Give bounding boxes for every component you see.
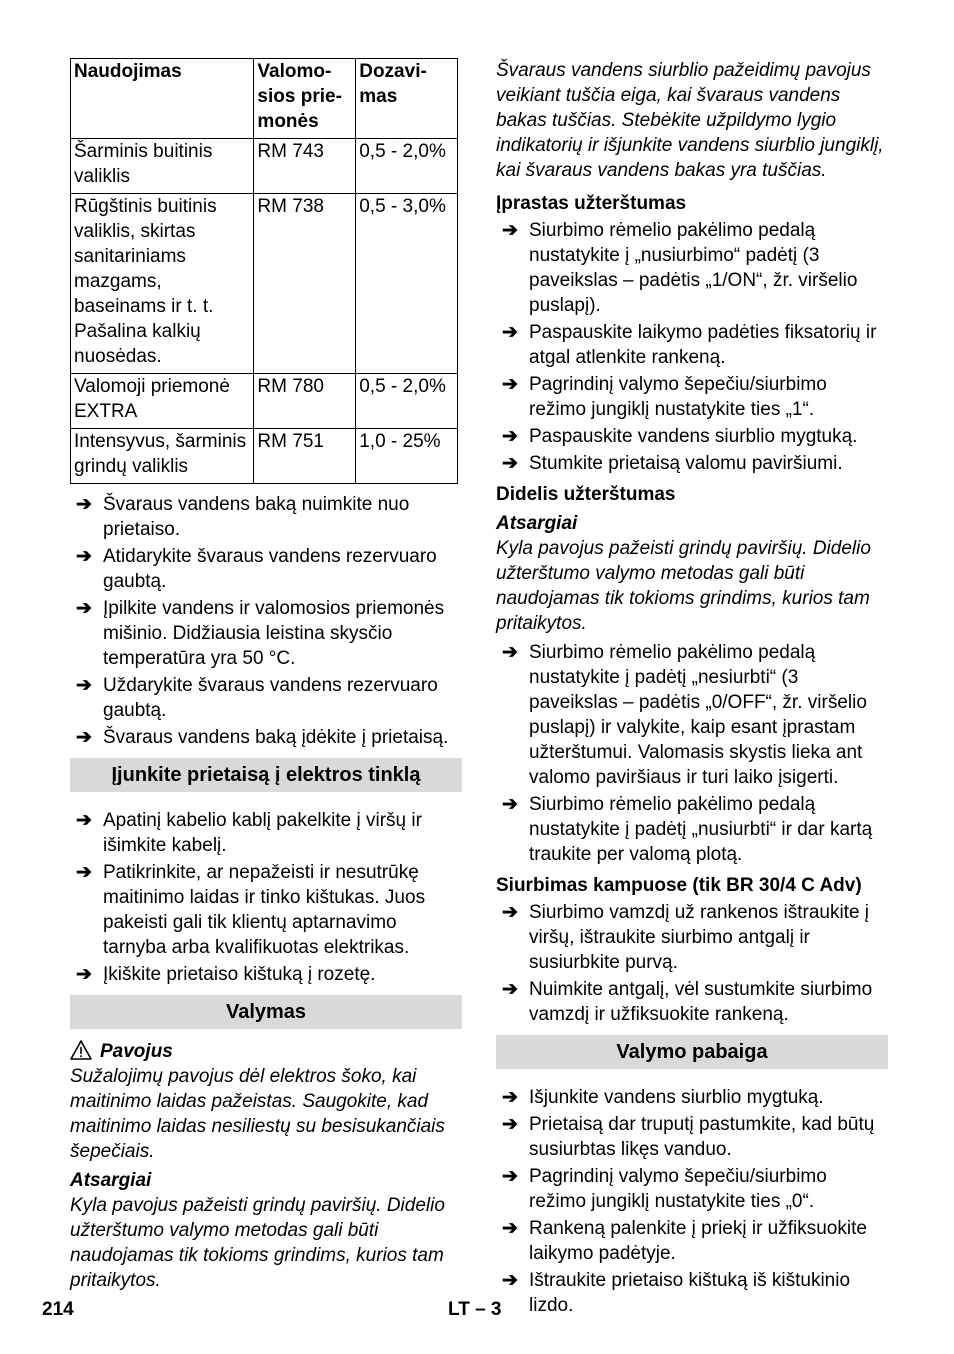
arrow-right-icon: ➔ [76, 727, 92, 748]
list-item [70, 808, 462, 858]
table-header-cell: Naudojimas [71, 59, 254, 139]
list-item [496, 451, 888, 476]
step-text: Uždarykite švaraus vandens rezervuaro gaubtą. [103, 675, 438, 721]
danger-text: Sužalojimų pavojus dėl elektros šoko, kai maitinimo laidas pažeistas. Saugokite, kad maitinimo laidas nesiliestų su besisukančiais šepečiais. [70, 1066, 445, 1162]
step-text: Įpilkite vandens ir valomosios priemonės mišinio. Didžiausia leistina skysčio temperatūra yra 50 °C. [103, 598, 445, 669]
step-list [496, 640, 888, 867]
table-cell: 0,5 - 2,0% [356, 374, 458, 429]
section-heading-end: Valymo pabaiga [496, 1035, 888, 1069]
step-list [496, 900, 888, 1027]
table-cell: 0,5 - 3,0% [356, 194, 458, 374]
table-header-cell: Dozavi- mas [356, 59, 458, 139]
list-item [70, 962, 462, 987]
step-text: Patikrinkite, ar nepažeisti ir nesutrūkę maitinimo laidas ir tinko kištukas. Juos pakeisti gali tik klientų aptarnavimo tarnyba arba kvalifikuotas elektrikas. [103, 862, 426, 958]
arrow-right-icon: ➔ [502, 374, 518, 395]
list-item [496, 424, 888, 449]
arrow-right-icon: ➔ [76, 494, 92, 515]
list-item [496, 320, 888, 370]
step-text: Siurbimo rėmelio pakėlimo pedalą nustatykite į „nusiurbimo“ padėtį (3 paveikslas – padėtis „1/ON“, žr. viršelio puslapį). [529, 220, 858, 316]
step-text: Siurbimo rėmelio pakėlimo pedalą nustatykite į padėtį „nesiurbti“ (3 paveikslas – padėtis „0/OFF“, žr. viršelio puslapį) ir valykite, kaip esant įprastam užterštumui. Valomasis skystis lieka ant valomo paviršiaus ir turi laiko įsigerti. [529, 642, 867, 788]
arrow-right-icon: ➔ [502, 1218, 518, 1239]
table-cell: Valomoji priemonė EXTRA [71, 374, 254, 429]
arrow-right-icon: ➔ [502, 794, 518, 815]
list-item [496, 900, 888, 975]
step-text: Atidarykite švaraus vandens rezervuaro gaubtą. [103, 546, 437, 592]
heavy-caution-text: Kyla pavojus pažeisti grindų paviršių. Didelio užterštumo valymo metodas gali būti naudojamas tik tokioms grindims, kurios tam pritaikytos. [496, 538, 871, 634]
arrow-right-icon: ➔ [502, 979, 518, 1000]
arrow-right-icon: ➔ [76, 862, 92, 883]
table-cell: RM 738 [254, 194, 356, 374]
step-text: Pagrindinį valymo šepečiu/siurbimo režimo jungiklį nustatykite ties „1“. [529, 374, 827, 420]
section-heading-cleaning: Valymas [70, 995, 462, 1029]
section-heading-power: Įjunkite prietaisą į elektros tinklą [70, 758, 462, 792]
arrow-right-icon: ➔ [502, 453, 518, 474]
list-item [70, 725, 462, 750]
table-row [71, 429, 458, 484]
step-list [496, 218, 888, 476]
step-text: Nuimkite antgalį, vėl sustumkite siurbimo vamzdį ir užfiksuokite rankeną. [529, 979, 873, 1025]
caution-label: Atsargiai [70, 1170, 152, 1191]
arrow-right-icon: ➔ [502, 322, 518, 343]
arrow-right-icon: ➔ [502, 1166, 518, 1187]
table-header-cell: Valomo- sios prie- monės [254, 59, 356, 139]
caution-text: Kyla pavojus pažeisti grindų paviršių. Didelio užterštumo valymo metodas gali būti naudojamas tik tokioms grindims, kurios tam pritaikytos. [70, 1195, 445, 1291]
table-cell: RM 751 [254, 429, 356, 484]
list-item [496, 1216, 888, 1266]
step-list [496, 1085, 888, 1318]
step-text: Paspauskite vandens siurblio mygtuką. [529, 426, 858, 447]
list-item [70, 492, 462, 542]
step-text: Siurbimo vamzdį už rankenos ištraukite į viršų, ištraukite siurbimo antgalį ir susiurbkite purvą. [529, 902, 870, 973]
table-cell: RM 780 [254, 374, 356, 429]
table-cell: 0,5 - 2,0% [356, 139, 458, 194]
list-item [496, 640, 888, 790]
page-number: 214 [42, 1299, 74, 1320]
step-text: Įkiškite prietaiso kištuką į rozetę. [103, 964, 376, 985]
arrow-right-icon: ➔ [76, 598, 92, 619]
language-page-label: LT – 3 [448, 1299, 502, 1320]
heavy-soiling-heading: Didelis užterštumas [496, 484, 676, 505]
list-item [496, 1112, 888, 1162]
step-text: Švaraus vandens baką įdėkite į prietaisą. [103, 727, 449, 748]
table-row [71, 374, 458, 429]
right-column [496, 58, 888, 1322]
list-item [70, 544, 462, 594]
arrow-right-icon: ➔ [76, 810, 92, 831]
list-item [496, 1268, 888, 1318]
list-item [496, 218, 888, 318]
list-item [496, 372, 888, 422]
arrow-right-icon: ➔ [502, 220, 518, 241]
list-item [70, 860, 462, 960]
detergent-table [70, 58, 458, 484]
step-text: Stumkite prietaisą valomu paviršiumi. [529, 453, 843, 474]
arrow-right-icon: ➔ [502, 1087, 518, 1108]
list-item [496, 792, 888, 867]
warning-triangle-icon [70, 1040, 92, 1060]
arrow-right-icon: ➔ [76, 675, 92, 696]
table-cell: Intensyvus, šarminis grindų valiklis [71, 429, 254, 484]
arrow-right-icon: ➔ [76, 964, 92, 985]
left-column [70, 58, 462, 1297]
arrow-right-icon: ➔ [502, 1270, 518, 1291]
step-text: Ištraukite prietaiso kištuką iš kištukinio lizdo. [529, 1270, 851, 1316]
step-text: Išjunkite vandens siurblio mygtuką. [529, 1087, 824, 1108]
step-text: Paspauskite laikymo padėties fiksatorių ir atgal atlenkite rankeną. [529, 322, 877, 368]
table-row [71, 194, 458, 374]
step-text: Siurbimo rėmelio pakėlimo pedalą nustatykite į padėtį „nusiurbti“ ir dar kartą traukite per valomą plotą. [529, 794, 873, 865]
arrow-right-icon: ➔ [76, 546, 92, 567]
table-cell: Rūgštinis buitinis valiklis, skirtas sanitariniams mazgams, baseinams ir t. t. Pašalina kalkių nuosėdas. [71, 194, 254, 374]
step-list [70, 492, 462, 750]
step-text: Apatinį kabelio kablį pakelkite į viršų ir išimkite kabelį. [103, 810, 422, 856]
list-item [496, 1085, 888, 1110]
list-item [70, 596, 462, 671]
step-list [70, 808, 462, 987]
corners-heading: Siurbimas kampuose (tik BR 30/4 C Adv) [496, 875, 862, 896]
arrow-right-icon: ➔ [502, 426, 518, 447]
step-text: Švaraus vandens baką nuimkite nuo prietaiso. [103, 494, 410, 540]
table-row [71, 139, 458, 194]
arrow-right-icon: ➔ [502, 642, 518, 663]
table-cell: 1,0 - 25% [356, 429, 458, 484]
danger-label-row [70, 1039, 462, 1064]
danger-label: Pavojus [100, 1041, 173, 1062]
arrow-right-icon: ➔ [502, 1114, 518, 1135]
arrow-right-icon: ➔ [502, 902, 518, 923]
normal-soiling-heading: Įprastas užterštumas [496, 193, 687, 214]
table-cell: Šarminis buitinis valiklis [71, 139, 254, 194]
table-cell: RM 743 [254, 139, 356, 194]
step-text: Rankeną palenkite į priekį ir užfiksuokite laikymo padėtyje. [529, 1218, 867, 1264]
step-text: Pagrindinį valymo šepečiu/siurbimo režimo jungiklį nustatykite ties „0“. [529, 1166, 827, 1212]
list-item [70, 673, 462, 723]
list-item [496, 977, 888, 1027]
table-header-row [71, 59, 458, 139]
list-item [496, 1164, 888, 1214]
pump-warning-text: Švaraus vandens siurblio pažeidimų pavojus veikiant tuščia eiga, kai švaraus vandens bakas tuščias. Stebėkite užpildymo lygio indikatorių ir išjunkite vandens siurblio jungiklį, kai švaraus vandens bakas yra tuščias. [496, 60, 884, 181]
heavy-caution-label: Atsargiai [496, 513, 578, 534]
step-text: Prietaisą dar truputį pastumkite, kad būtų susiurbtas likęs vanduo. [529, 1114, 875, 1160]
